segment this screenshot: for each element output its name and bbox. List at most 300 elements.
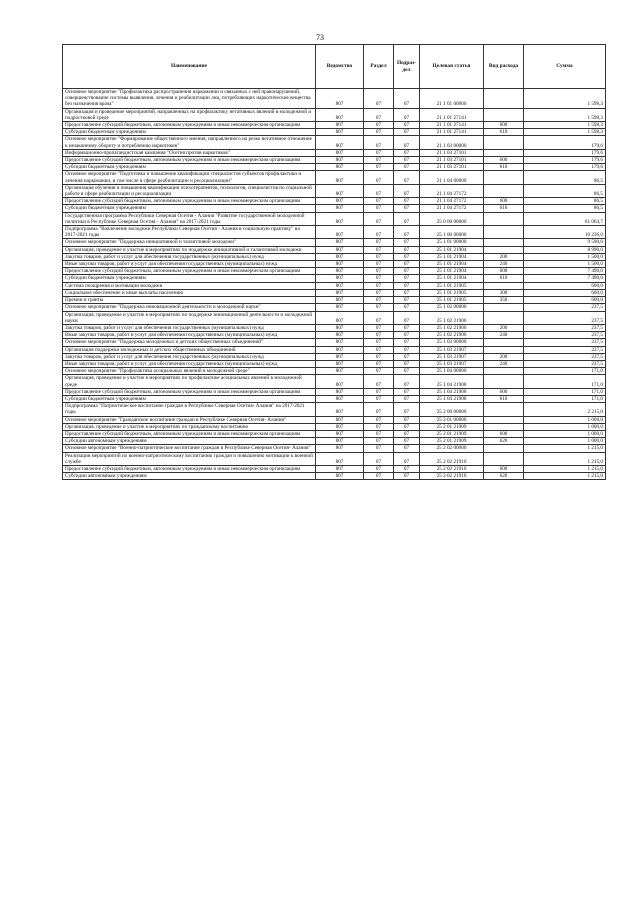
cell-sum: 237,5 <box>524 304 606 311</box>
cell-razd: 07 <box>364 430 394 437</box>
cell-ved: 807 <box>316 289 364 296</box>
cell-podr: 07 <box>394 430 420 437</box>
cell-cs: 25 1 04 00000 <box>420 368 484 375</box>
cell-vr: 610 <box>484 129 524 136</box>
cell-ved: 807 <box>316 282 364 289</box>
cell-ved: 807 <box>316 198 364 205</box>
cell-vr <box>484 304 524 311</box>
cell-ved: 807 <box>316 438 364 445</box>
cell-razd: 07 <box>364 136 394 149</box>
cell-vr <box>484 368 524 375</box>
cell-razd: 07 <box>364 275 394 282</box>
cell-podr: 07 <box>394 324 420 331</box>
cell-vr: 620 <box>484 438 524 445</box>
cell-razd: 07 <box>364 368 394 375</box>
cell-vr: 610 <box>484 395 524 402</box>
cell-podr: 07 <box>394 136 420 149</box>
cell-cs: 25 1 00 00000 <box>420 226 484 239</box>
cell-vr: 600 <box>484 430 524 437</box>
cell-razd: 07 <box>364 324 394 331</box>
cell-name: Иные закупки товаров, работ и услуг для обеспечения государственных (муниципальных) нужд <box>63 360 316 367</box>
cell-cs: 21 1 04 27172 <box>420 205 484 212</box>
cell-podr: 07 <box>394 339 420 346</box>
cell-ved: 807 <box>316 246 364 253</box>
table-row <box>63 375 606 388</box>
cell-podr: 07 <box>394 205 420 212</box>
cell-ved: 807 <box>316 430 364 437</box>
cell-podr: 07 <box>394 268 420 275</box>
cell-vr: 600 <box>484 122 524 129</box>
table-row <box>63 149 606 156</box>
cell-cs: 25 1 04 21908 <box>420 395 484 402</box>
cell-razd: 07 <box>364 473 394 480</box>
cell-sum: 237,5 <box>524 311 606 324</box>
cell-ved: 807 <box>316 297 364 304</box>
cell-sum: 1 598,3 <box>524 122 606 129</box>
cell-razd: 07 <box>364 388 394 395</box>
cell-vr <box>484 416 524 423</box>
cell-podr: 07 <box>394 275 420 282</box>
cell-podr: 07 <box>394 403 420 416</box>
cell-cs: 25 2 02 21910 <box>420 473 484 480</box>
cell-sum: 179,6 <box>524 157 606 164</box>
cell-name: Закупка товаров, работ и услуг для обеспечения государственных (муниципальных) нужд <box>63 324 316 331</box>
cell-podr: 07 <box>394 129 420 136</box>
cell-ved: 807 <box>316 375 364 388</box>
table-row <box>63 198 606 205</box>
cell-ved: 807 <box>316 339 364 346</box>
cell-ved: 807 <box>316 275 364 282</box>
cell-cs: 25 2 01 00000 <box>420 416 484 423</box>
cell-name: Основное мероприятие "Профилактика асоциальных явлений в молодежной среде" <box>63 368 316 375</box>
cell-podr: 07 <box>394 89 420 109</box>
cell-podr: 07 <box>394 149 420 156</box>
cell-ved: 807 <box>316 89 364 109</box>
cell-sum: 1 000,0 <box>524 416 606 423</box>
cell-podr: 07 <box>394 282 420 289</box>
cell-name: Предоставление субсидий бюджетным, автономным учреждениям и иным некоммерческим организациям <box>63 465 316 472</box>
cell-sum: 1 598,3 <box>524 108 606 121</box>
table-row <box>63 282 606 289</box>
cell-sum: 86,5 <box>524 198 606 205</box>
cell-ved: 807 <box>316 268 364 275</box>
table-row <box>63 416 606 423</box>
cell-name: Предоставление субсидий бюджетным, автономным учреждениям и иным некоммерческим организациям <box>63 198 316 205</box>
cell-ved: 807 <box>316 164 364 171</box>
cell-vr: 600 <box>484 465 524 472</box>
cell-sum: 1 500,0 <box>524 261 606 268</box>
table-row <box>63 226 606 239</box>
cell-name: Основное мероприятие "Поддержка инновационной деятельности и молодежной науки" <box>63 304 316 311</box>
cell-razd: 07 <box>364 375 394 388</box>
cell-vr <box>484 403 524 416</box>
cell-razd: 07 <box>364 311 394 324</box>
cell-ved: 807 <box>316 149 364 156</box>
cell-razd: 07 <box>364 304 394 311</box>
cell-ved: 807 <box>316 465 364 472</box>
cell-podr: 07 <box>394 122 420 129</box>
cell-podr: 07 <box>394 360 420 367</box>
cell-vr <box>484 226 524 239</box>
cell-vr: 200 <box>484 324 524 331</box>
cell-name: Социальное обеспечение и иные выплаты населению <box>63 289 316 296</box>
cell-ved: 807 <box>316 452 364 465</box>
cell-podr: 07 <box>394 198 420 205</box>
cell-vr <box>484 346 524 353</box>
cell-ved: 807 <box>316 423 364 430</box>
cell-razd: 07 <box>364 332 394 339</box>
cell-vr <box>484 239 524 246</box>
cell-cs: 25 2 02 00000 <box>420 445 484 452</box>
cell-cs: 21 1 03 27101 <box>420 157 484 164</box>
cell-razd: 07 <box>364 171 394 184</box>
cell-vr: 300 <box>484 289 524 296</box>
cell-razd: 07 <box>364 261 394 268</box>
cell-name: Субсидии автономным учреждениям <box>63 438 316 445</box>
cell-ved: 807 <box>316 416 364 423</box>
cell-podr: 07 <box>394 261 420 268</box>
cell-sum: 237,5 <box>524 346 606 353</box>
table-row <box>63 157 606 164</box>
table-row <box>63 445 606 452</box>
cell-sum: 179,6 <box>524 164 606 171</box>
cell-vr <box>484 136 524 149</box>
cell-sum: 237,5 <box>524 332 606 339</box>
cell-ved: 807 <box>316 129 364 136</box>
cell-cs: 25 1 03 21907 <box>420 353 484 360</box>
cell-cs: 25 1 02 21906 <box>420 311 484 324</box>
cell-podr: 07 <box>394 157 420 164</box>
table-row <box>63 184 606 197</box>
table-row <box>63 339 606 346</box>
cell-vr: 600 <box>484 388 524 395</box>
cell-sum: 8 990,0 <box>524 246 606 253</box>
cell-cs: 25 1 01 00000 <box>420 239 484 246</box>
cell-ved: 807 <box>316 388 364 395</box>
cell-cs: 25 2 00 00000 <box>420 403 484 416</box>
cell-ved: 807 <box>316 226 364 239</box>
cell-name: Субсидии автономным учреждениям <box>63 473 316 480</box>
cell-name: Организация, проведение и участие в мероприятиях по поддержке инновационной деятельности и молодежной науки <box>63 311 316 324</box>
table-row <box>63 360 606 367</box>
cell-ved: 807 <box>316 212 364 225</box>
cell-sum: 237,5 <box>524 360 606 367</box>
cell-cs: 25 1 04 21908 <box>420 375 484 388</box>
cell-name: Основное мероприятие "Поддержка молодежных и детских общественных объединений" <box>63 339 316 346</box>
cell-cs: 25 1 01 21905 <box>420 289 484 296</box>
cell-sum: 237,5 <box>524 353 606 360</box>
cell-sum: 600,0 <box>524 282 606 289</box>
table-row <box>63 304 606 311</box>
cell-sum: 1 500,0 <box>524 253 606 260</box>
cell-name: Организация, проведение и участие в мероприятиях по профилактике асоциальных явлений в молодежной среде <box>63 375 316 388</box>
table-row <box>63 253 606 260</box>
cell-vr <box>484 246 524 253</box>
cell-vr: 240 <box>484 360 524 367</box>
cell-sum: 1 000,0 <box>524 438 606 445</box>
cell-ved: 807 <box>316 445 364 452</box>
cell-cs: 21 1 01 27141 <box>420 129 484 136</box>
cell-sum: 86,5 <box>524 171 606 184</box>
table-row <box>63 246 606 253</box>
header-razdel: Раздел <box>364 45 394 89</box>
cell-podr: 07 <box>394 304 420 311</box>
table-row <box>63 136 606 149</box>
cell-name: Информационно-пропагандистская кампания "Осетия против наркотиков" <box>63 149 316 156</box>
table-row <box>63 171 606 184</box>
cell-cs: 25 2 01 21909 <box>420 438 484 445</box>
header-podrazdel: Подраз-дел <box>394 45 420 89</box>
cell-cs: 25 2 02 21910 <box>420 452 484 465</box>
cell-ved: 807 <box>316 239 364 246</box>
cell-name: Субсидии бюджетным учреждениям <box>63 275 316 282</box>
cell-vr <box>484 445 524 452</box>
cell-name: Основное мероприятие "Формирование общественного мнения, направленного на резко негативное отношение к незаконному обороту и потреблению наркотиков" <box>63 136 316 149</box>
cell-podr: 07 <box>394 226 420 239</box>
cell-vr <box>484 89 524 109</box>
cell-sum: 171,0 <box>524 368 606 375</box>
cell-cs: 25 1 02 21906 <box>420 332 484 339</box>
cell-ved: 807 <box>316 332 364 339</box>
cell-name: Предоставление субсидий бюджетным, автономным учреждениям и иным некоммерческим организациям <box>63 268 316 275</box>
cell-name: Основное мероприятие "Профилактика распространения наркомании и связанных с ней правонарушений, совершенствование системы выявления, лечения и реабилитации лиц, потребляющих наркотические вещества без назначения врача" <box>63 89 316 109</box>
table-row <box>63 289 606 296</box>
cell-name: Основное мероприятие "Поддержка инициативной и талантливой молодежи" <box>63 239 316 246</box>
cell-vr <box>484 212 524 225</box>
cell-podr: 07 <box>394 164 420 171</box>
cell-cs: 21 1 01 27141 <box>420 122 484 129</box>
cell-ved: 807 <box>316 184 364 197</box>
table-row <box>63 465 606 472</box>
cell-name: Иные закупки товаров, работ и услуг для обеспечения государственных (муниципальных) нужд <box>63 332 316 339</box>
cell-ved: 807 <box>316 403 364 416</box>
cell-podr: 07 <box>394 346 420 353</box>
cell-cs: 25 1 01 21904 <box>420 275 484 282</box>
cell-ved: 807 <box>316 157 364 164</box>
cell-ved: 807 <box>316 473 364 480</box>
table-row <box>63 430 606 437</box>
table-row <box>63 332 606 339</box>
cell-podr: 07 <box>394 246 420 253</box>
cell-name: Основное мероприятие "Военно-патриотическое воспитание граждан в Республике Северная Осетия- Алания" <box>63 445 316 452</box>
cell-cs: 25 1 02 21906 <box>420 324 484 331</box>
cell-ved: 807 <box>316 122 364 129</box>
cell-cs: 21 1 03 27101 <box>420 149 484 156</box>
cell-sum: 86,5 <box>524 184 606 197</box>
cell-sum: 600,0 <box>524 297 606 304</box>
header-cs: Целевая статья <box>420 45 484 89</box>
cell-sum: 171,0 <box>524 375 606 388</box>
cell-sum: 2 215,0 <box>524 403 606 416</box>
cell-sum: 1 000,0 <box>524 430 606 437</box>
cell-name: Организация, проведение и участие в мероприятиях по гражданскому воспитанию <box>63 423 316 430</box>
cell-name: Организация и проведение мероприятий, направленных на профилактику негативных явлений в молодежной и подростковой среде <box>63 108 316 121</box>
cell-vr <box>484 375 524 388</box>
cell-razd: 07 <box>364 226 394 239</box>
cell-vr: 610 <box>484 205 524 212</box>
table-row <box>63 205 606 212</box>
cell-cs: 25 1 01 21905 <box>420 297 484 304</box>
cell-vr: 610 <box>484 275 524 282</box>
cell-razd: 07 <box>364 416 394 423</box>
cell-razd: 07 <box>364 164 394 171</box>
table-row <box>63 423 606 430</box>
table-row <box>63 275 606 282</box>
cell-name: Субсидии бюджетным учреждениям <box>63 205 316 212</box>
cell-podr: 07 <box>394 423 420 430</box>
cell-podr: 07 <box>394 395 420 402</box>
cell-name: Предоставление субсидий бюджетным, автономным учреждениям и иным некоммерческим организациям <box>63 388 316 395</box>
table-row <box>63 89 606 109</box>
cell-podr: 07 <box>394 253 420 260</box>
cell-razd: 07 <box>364 353 394 360</box>
cell-podr: 07 <box>394 239 420 246</box>
cell-cs: 21 1 03 27101 <box>420 164 484 171</box>
cell-vr: 610 <box>484 164 524 171</box>
cell-vr <box>484 184 524 197</box>
cell-name: Субсидии бюджетным учреждениям <box>63 395 316 402</box>
cell-sum: 179,6 <box>524 136 606 149</box>
cell-ved: 807 <box>316 136 364 149</box>
cell-sum: 61 064,7 <box>524 212 606 225</box>
cell-vr: 600 <box>484 268 524 275</box>
cell-ved: 807 <box>316 311 364 324</box>
cell-cs: 21 1 01 27141 <box>420 108 484 121</box>
cell-sum: 171,0 <box>524 388 606 395</box>
cell-sum: 237,5 <box>524 339 606 346</box>
cell-sum: 237,5 <box>524 324 606 331</box>
cell-sum: 1 215,0 <box>524 465 606 472</box>
budget-table <box>62 44 606 480</box>
cell-razd: 07 <box>364 129 394 136</box>
cell-cs: 25 1 03 21907 <box>420 360 484 367</box>
cell-sum: 179,6 <box>524 149 606 156</box>
cell-cs: 25 1 04 21908 <box>420 388 484 395</box>
cell-ved: 807 <box>316 205 364 212</box>
cell-razd: 07 <box>364 403 394 416</box>
cell-name: Предоставление субсидий бюджетным, автономным учреждениям и иным некоммерческим организациям <box>63 430 316 437</box>
cell-razd: 07 <box>364 395 394 402</box>
cell-razd: 07 <box>364 423 394 430</box>
page-number: 73 <box>316 33 324 42</box>
cell-vr: 240 <box>484 332 524 339</box>
cell-name: Организация обучения и повышения квалификации психотерапевтов, психологов, специалистов по социальной работе в сфере реабилитации и ресоциализации <box>63 184 316 197</box>
cell-cs: 21 1 04 27172 <box>420 184 484 197</box>
cell-vr: 600 <box>484 198 524 205</box>
cell-sum: 171,0 <box>524 395 606 402</box>
cell-sum: 1 000,0 <box>524 423 606 430</box>
header-ved: Ведомство <box>316 45 364 89</box>
cell-razd: 07 <box>364 465 394 472</box>
cell-podr: 07 <box>394 332 420 339</box>
cell-razd: 07 <box>364 346 394 353</box>
cell-podr: 07 <box>394 388 420 395</box>
cell-podr: 07 <box>394 445 420 452</box>
cell-ved: 807 <box>316 253 364 260</box>
cell-podr: 07 <box>394 375 420 388</box>
cell-vr <box>484 149 524 156</box>
cell-cs: 25 1 01 21904 <box>420 253 484 260</box>
cell-cs: 25 1 01 21905 <box>420 282 484 289</box>
cell-razd: 07 <box>364 212 394 225</box>
cell-ved: 807 <box>316 108 364 121</box>
cell-name: Организация, проведение и участие в мероприятиях по поддержке инициативной и талантливой молодежи <box>63 246 316 253</box>
cell-cs: 25 0 00 00000 <box>420 212 484 225</box>
header-name: Наименование <box>63 45 316 89</box>
cell-vr: 200 <box>484 253 524 260</box>
cell-cs: 25 1 01 21904 <box>420 246 484 253</box>
table-row <box>63 212 606 225</box>
table-row <box>63 452 606 465</box>
cell-razd: 07 <box>364 438 394 445</box>
cell-name: Субсидии бюджетным учреждениям <box>63 164 316 171</box>
cell-name: Закупка товаров, работ и услуг для обеспечения государственных (муниципальных) нужд <box>63 353 316 360</box>
cell-ved: 807 <box>316 353 364 360</box>
cell-razd: 07 <box>364 360 394 367</box>
table-row <box>63 297 606 304</box>
table-row <box>63 311 606 324</box>
cell-razd: 07 <box>364 149 394 156</box>
cell-cs: 21 1 04 00000 <box>420 171 484 184</box>
table-row <box>63 122 606 129</box>
cell-vr <box>484 108 524 121</box>
cell-cs: 21 1 01 00000 <box>420 89 484 109</box>
cell-podr: 07 <box>394 353 420 360</box>
cell-razd: 07 <box>364 122 394 129</box>
cell-vr: 600 <box>484 157 524 164</box>
cell-cs: 25 1 02 00000 <box>420 304 484 311</box>
cell-razd: 07 <box>364 157 394 164</box>
cell-podr: 07 <box>394 184 420 197</box>
table-header-row <box>63 45 606 89</box>
cell-name: Организация поддержки молодежных и детских общественных объединений <box>63 346 316 353</box>
cell-razd: 07 <box>364 445 394 452</box>
cell-razd: 07 <box>364 268 394 275</box>
cell-podr: 07 <box>394 473 420 480</box>
table-row <box>63 403 606 416</box>
cell-razd: 07 <box>364 289 394 296</box>
cell-name: Иные закупки товаров, работ и услуг для обеспечения государственных (муниципальных) нужд <box>63 261 316 268</box>
table-row <box>63 239 606 246</box>
cell-razd: 07 <box>364 239 394 246</box>
cell-vr <box>484 452 524 465</box>
cell-podr: 07 <box>394 368 420 375</box>
table-row <box>63 129 606 136</box>
cell-name: Государственная программа Республики Северная Осетия - Алания "Развитие государственной молодежной политики в Республике Северная Осетия - Алания" на 2017-2021 годы <box>63 212 316 225</box>
cell-cs: 25 2 02 21910 <box>420 465 484 472</box>
cell-cs: 25 1 01 21904 <box>420 261 484 268</box>
cell-ved: 807 <box>316 261 364 268</box>
cell-ved: 807 <box>316 171 364 184</box>
cell-podr: 07 <box>394 311 420 324</box>
table-row <box>63 395 606 402</box>
cell-name: Подпрограмма "Вовлечение молодежи Республики Северная Осетия - Алания в социальную практику" на 2017-2021 годы <box>63 226 316 239</box>
cell-vr <box>484 171 524 184</box>
cell-sum: 1 215,0 <box>524 473 606 480</box>
cell-podr: 07 <box>394 108 420 121</box>
cell-cs: 21 1 04 27172 <box>420 198 484 205</box>
cell-podr: 07 <box>394 416 420 423</box>
cell-sum: 1 215,0 <box>524 452 606 465</box>
table-row <box>63 164 606 171</box>
cell-name: Система поощрения и мотивации молодежи <box>63 282 316 289</box>
cell-razd: 07 <box>364 198 394 205</box>
table-row <box>63 261 606 268</box>
table-row <box>63 368 606 375</box>
cell-sum: 7 490,0 <box>524 275 606 282</box>
cell-razd: 07 <box>364 89 394 109</box>
table-row <box>63 268 606 275</box>
